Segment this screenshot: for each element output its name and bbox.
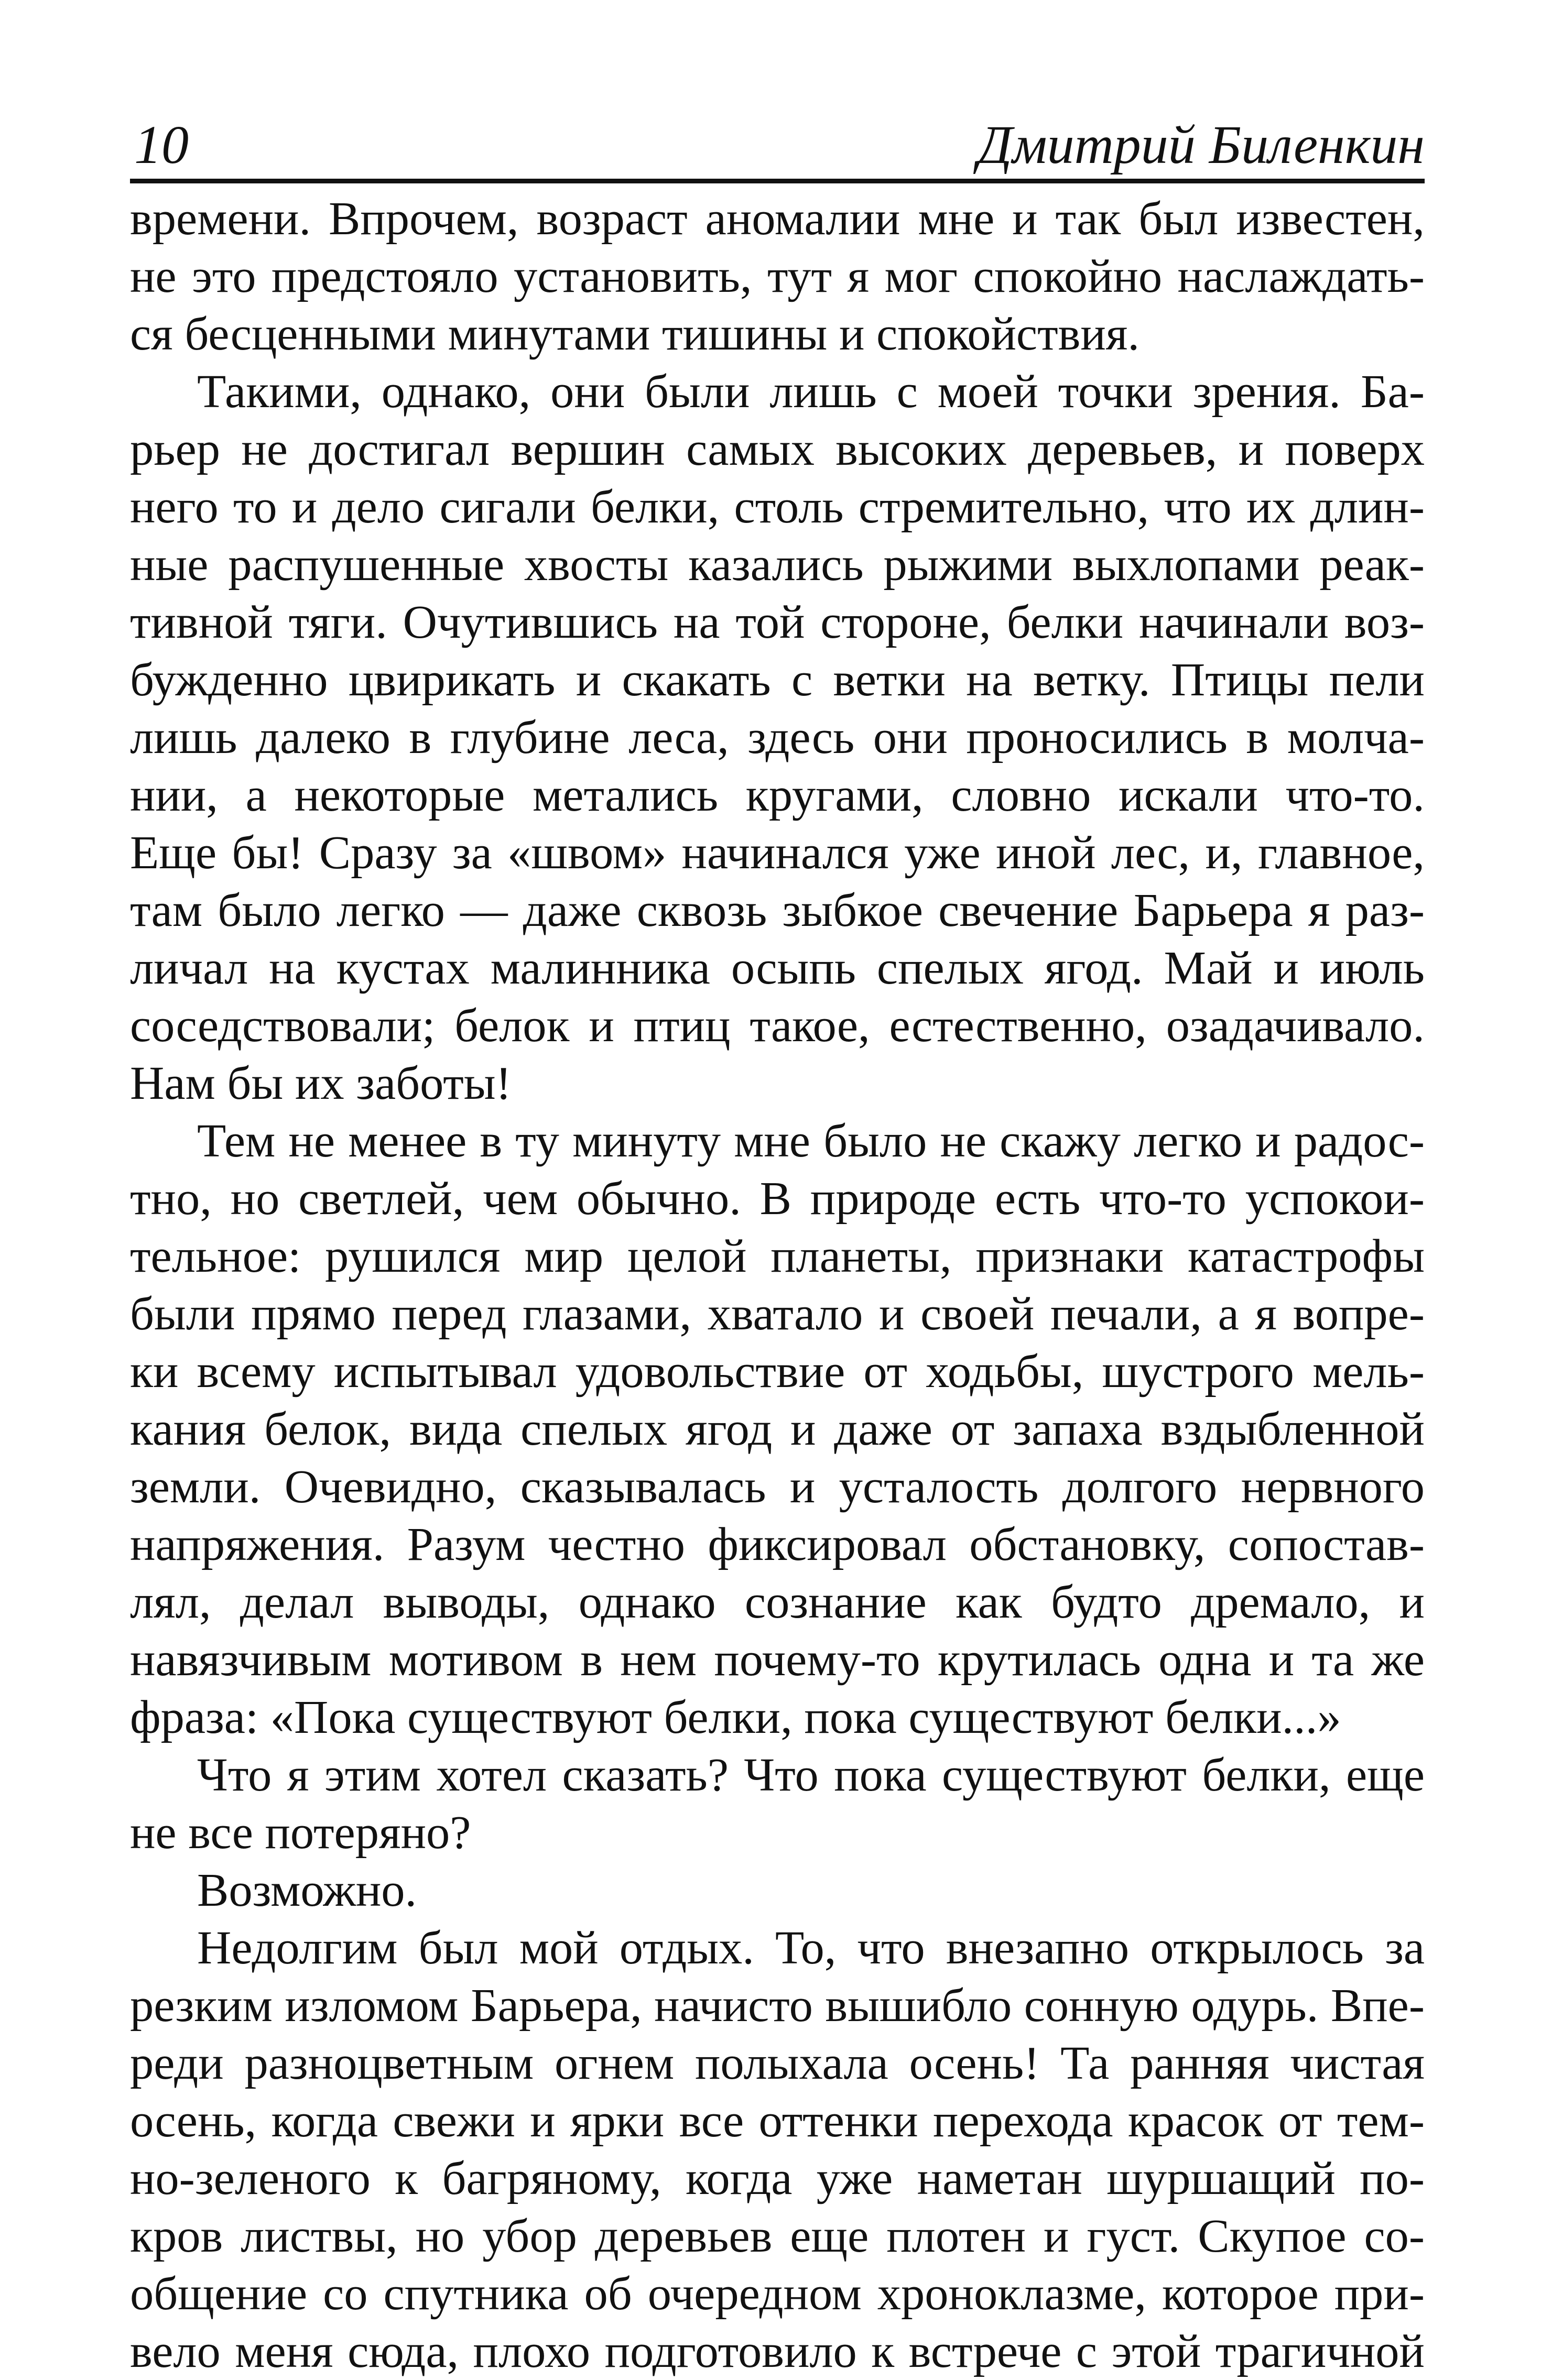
text-line: но-зеленого к багряному, когда уже наметан шуршащий по- — [130, 2152, 1425, 2204]
text-line: общение со спутника об очередном хроноклазме, которое при- — [130, 2267, 1425, 2320]
running-head — [130, 113, 1425, 176]
text-line: Такими, однако, они были лишь с моей точки зрения. Ба- — [197, 365, 1425, 418]
text-line: не все потеряно? — [130, 1806, 471, 1859]
text-line: резким изломом Барьера, начисто вышибло сонную одурь. Впе- — [130, 1979, 1425, 2032]
text-line: кров листвы, но убор деревьев еще плотен и густ. Скупое со- — [130, 2209, 1425, 2262]
text-line: ные распушенные хвосты казались рыжими выхлопами реак- — [130, 538, 1425, 591]
text-line: не это предстояло установить, тут я мог спокойно наслаждать- — [130, 249, 1425, 302]
text-line: ся бесценными минутами тишины и спокойствия. — [130, 307, 1140, 360]
text-line: него то и дело сигали белки, столь стремительно, что их длин- — [130, 480, 1425, 533]
text-line: Тем не менее в ту минуту мне было не скажу легко и радос- — [197, 1114, 1425, 1167]
text-line: Еще бы! Сразу за «швом» начинался уже иной лес, и, главное, — [130, 826, 1425, 879]
text-line: бужденно цвирикать и скакать с ветки на ветку. Птицы пели — [130, 653, 1425, 706]
text-line: соседствовали; белок и птиц такое, естественно, озадачивало. — [130, 999, 1425, 1052]
text-line: вело меня сюда, плохо подготовило к встрече с этой трагичной — [130, 2324, 1425, 2377]
body-text — [130, 190, 1425, 2380]
text-line: напряжения. Разум честно фиксировал обстановку, сопостав- — [130, 1517, 1425, 1570]
text-line: тивной тяги. Очутившись на той стороне, белки начинали воз- — [130, 595, 1425, 648]
text-line: лишь далеко в глубине леса, здесь они проносились в молча- — [130, 711, 1425, 763]
text-line: Что я этим хотел сказать? Что пока существуют белки, еще — [197, 1748, 1425, 1801]
text-line: времени. Впрочем, возраст аномалии мне и так был известен, — [130, 192, 1425, 245]
page-number: 10 — [134, 115, 189, 175]
text-line: фраза: «Пока существуют белки, пока существуют белки...» — [130, 1690, 1341, 1743]
text-line: лял, делал выводы, однако сознание как будто дремало, и — [130, 1575, 1425, 1628]
text-line: рьер не достигал вершин самых высоких деревьев, и поверх — [130, 422, 1425, 475]
text-line: Нам бы их заботы! — [130, 1056, 512, 1109]
text-line: нии, а некоторые метались кругами, словно искали что-то. — [130, 768, 1425, 821]
text-line: реди разноцветным огнем полыхала осень! Та ранняя чистая — [130, 2036, 1425, 2089]
text-line: осень, когда свежи и ярки все оттенки перехода красок от тем- — [130, 2094, 1425, 2147]
text-line: навязчивым мотивом в нем почему-то крутилась одна и та же — [130, 1633, 1425, 1686]
text-line: земли. Очевидно, сказывалась и усталость долгого нервного — [130, 1460, 1425, 1513]
text-line: Возможно. — [197, 1863, 417, 1916]
text-line: тно, но светлей, чем обычно. В природе есть что-то успокои- — [130, 1172, 1425, 1225]
text-line: ки всему испытывал удовольствие от ходьбы, шустрого мель- — [130, 1345, 1425, 1398]
text-line: там было легко — даже сквозь зыбкое свечение Барьера я раз- — [130, 883, 1425, 936]
text-line: кания белок, вида спелых ягод и даже от запаха вздыбленной — [130, 1402, 1425, 1455]
running-title-author: Дмитрий Биленкин — [978, 115, 1425, 175]
header-rule — [130, 179, 1425, 183]
text-line: были прямо перед глазами, хватало и своей печали, а я вопре- — [130, 1287, 1425, 1340]
text-line: тельное: рушился мир целой планеты, признаки катастрофы — [130, 1229, 1425, 1282]
text-line: Недолгим был мой отдых. То, что внезапно открылось за — [197, 1921, 1425, 1974]
text-line: личал на кустах малинника осыпь спелых ягод. Май и июль — [130, 941, 1425, 994]
